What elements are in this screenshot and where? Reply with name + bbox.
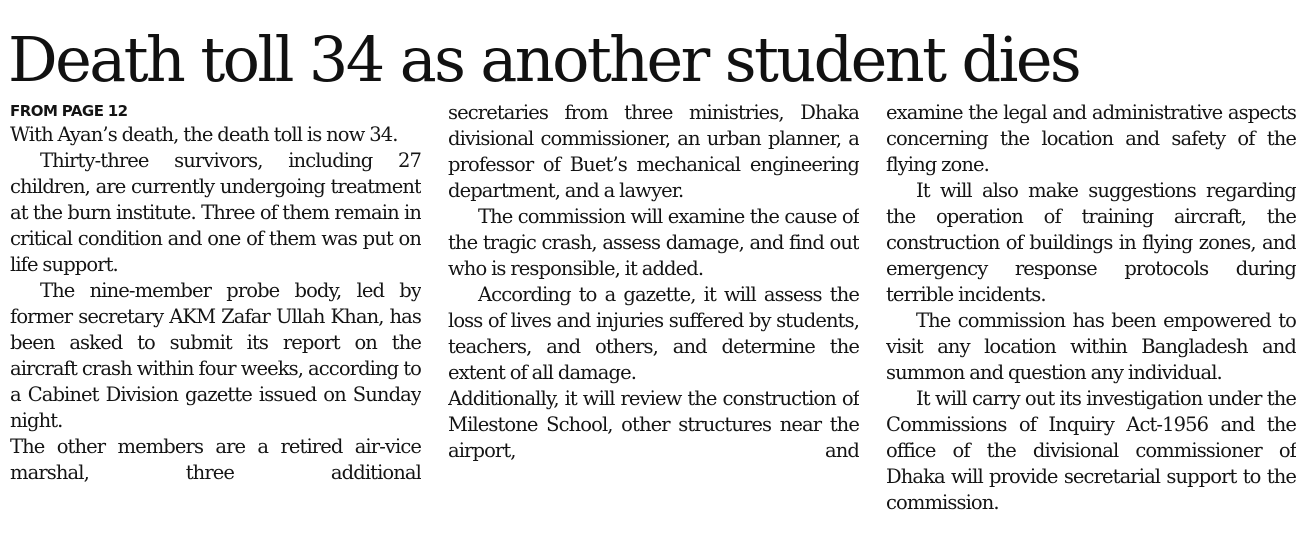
- article-column-2: [448, 100, 859, 530]
- paragraph: Additionally, it will review the construction of Milestone School, other structures near the airport, and: [448, 387, 859, 462]
- paragraph: The nine-member probe body, led by former secretary AKM Zafar Ullah Khan, has been asked to submit its report on the aircraft crash within four weeks, according to a Cabinet Division gazette issued on Sunday night.: [10, 279, 421, 432]
- paragraph: The commission has been empowered to visit any location within Bangladesh and summon and question any individual.: [886, 309, 1296, 384]
- paragraph: According to a gazette, it will assess the loss of lives and injuries suffered by students, teachers, and others, and determine the extent of all damage.: [448, 283, 859, 384]
- headline: Death toll 34 as another student dies: [8, 23, 1080, 96]
- paragraph: secretaries from three ministries, Dhaka divisional commissioner, an urban planner, a professor of Buet’s mechanical engineering department, and a lawyer.: [448, 101, 859, 202]
- paragraph: The other members are a retired air-vice marshal, three additional: [10, 435, 421, 484]
- article-column-1: [10, 100, 421, 530]
- paragraph: examine the legal and administrative aspects concerning the location and safety of the flying zone.: [886, 101, 1296, 176]
- paragraph: It will also make suggestions regarding the operation of training aircraft, the construction of buildings in flying zones, and emergency response protocols during terrible incidents.: [886, 179, 1296, 306]
- paragraph: It will carry out its investigation under the Commissions of Inquiry Act-1956 and the office of the divisional commissioner of Dhaka will provide secretarial support to the commission.: [886, 387, 1296, 514]
- article-column-3: [886, 100, 1296, 530]
- paragraph: The commission will examine the cause of the tragic crash, assess damage, and find out who is responsible, it added.: [448, 205, 859, 280]
- paragraph: With Ayan’s death, the death toll is now 34.: [10, 123, 398, 146]
- paragraph: Thirty-three survivors, including 27 children, are currently undergoing treatment at the burn institute. Three of them remain in critical condition and one of them was put on life support.: [10, 149, 421, 276]
- dateline: FROM PAGE 12: [10, 102, 128, 120]
